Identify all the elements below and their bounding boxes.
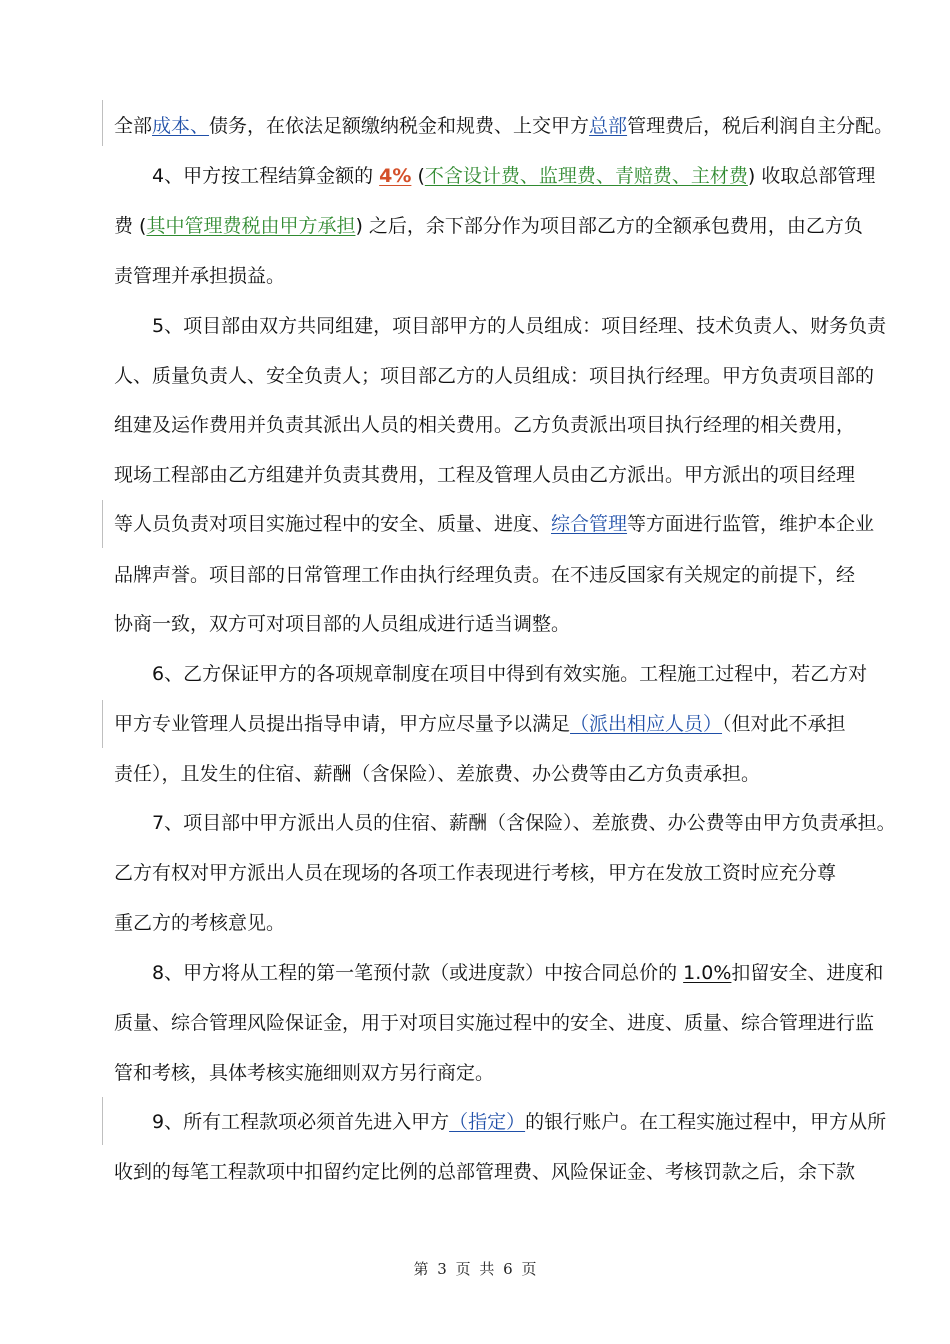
paragraph-line	[152, 164, 876, 190]
text: ) 之后，余下部分作为项目部乙方的全额承包费用，由乙方负	[355, 215, 863, 237]
paragraph-line: 人、质量负责人、安全负责人；项目部乙方的人员组成：项目执行经理。甲方负责项目部的	[114, 365, 875, 387]
text: 等方面进行监管，维护本企业	[627, 513, 875, 535]
paragraph-line	[152, 1110, 887, 1136]
paragraph-line	[114, 214, 863, 240]
page-number-footer: 第 3 页 共 6 页	[413, 1260, 537, 1278]
revision-mark	[102, 100, 103, 146]
paragraph-line	[114, 114, 894, 140]
paragraph-line: 组建及运作费用并负责其派出人员的相关费用。乙方负责派出项目执行经理的相关费用，	[114, 414, 856, 436]
text: 8、甲方将从工程的第一笔预付款（或进度款）中按合同总价的	[152, 962, 684, 984]
text: 甲方专业管理人员提出指导申请，甲方应尽量予以满足	[114, 713, 571, 735]
link-comprehensive-management[interactable]: 综合管理	[551, 513, 628, 535]
paragraph-line: 7、项目部中甲方派出人员的住宿、薪酬（含保险）、差旅费、办公费等由甲方负责承担。	[152, 812, 896, 834]
text: 的银行账户。在工程实施过程中，甲方从所	[525, 1111, 887, 1133]
paragraph-line: 6、乙方保证甲方的各项规章制度在项目中得到有效实施。工程施工过程中，若乙方对	[152, 663, 868, 685]
revision-mark	[102, 500, 103, 548]
paragraph-line: 乙方有权对甲方派出人员在现场的各项工作表现进行考核，甲方在发放工资时应充分尊	[114, 862, 837, 884]
paragraph-line: 责任），且发生的住宿、薪酬（含保险）、差旅费、办公费等由乙方负责承担。	[114, 763, 761, 785]
paragraph-line: 协商一致，双方可对项目部的人员组成进行适当调整。	[114, 613, 571, 635]
inserted-text: 其中管理费税由甲方承担	[146, 215, 356, 237]
link-headquarters[interactable]: 总部	[589, 115, 628, 137]
link-dispatch-personnel[interactable]: （派出相应人员）	[570, 713, 723, 735]
text: ) 收取总部管理	[747, 165, 876, 187]
revision-mark	[102, 700, 103, 748]
paragraph-line: 重乙方的考核意见。	[114, 912, 286, 934]
paragraph-line: 品牌声誉。项目部的日常管理工作由执行经理负责。在不违反国家有关规定的前提下，经	[114, 564, 856, 586]
inserted-text: 不含设计费、监理费、青赔费、主材费	[424, 165, 748, 187]
paragraph-line: 收到的每笔工程款项中扣留约定比例的总部管理费、风险保证金、考核罚款之后，余下款	[114, 1161, 856, 1183]
text: 债务，在依法足额缴纳税金和规费、上交甲方	[209, 115, 590, 137]
text: (	[411, 165, 425, 187]
text: 管理费后，税后利润自主分配。	[627, 115, 894, 137]
revision-mark	[102, 1097, 103, 1145]
fee-percentage: 4%	[379, 165, 412, 187]
text: 4、甲方按工程结算金额的	[152, 165, 380, 187]
paragraph-line: 质量、综合管理风险保证金，用于对项目实施过程中的安全、进度、质量、综合管理进行监	[114, 1012, 875, 1034]
link-cost[interactable]: 成本、	[152, 115, 210, 137]
text: 9、所有工程款项必须首先进入甲方	[152, 1111, 450, 1133]
text: 全部	[114, 115, 153, 137]
paragraph-line: 管和考核，具体考核实施细则双方另行商定。	[114, 1062, 495, 1084]
guarantee-percentage: 1.0%	[683, 962, 732, 984]
text: 等人员负责对项目实施过程中的安全、质量、进度、	[114, 513, 552, 535]
text: 扣留安全、进度和	[731, 962, 884, 984]
paragraph-line	[114, 512, 875, 538]
link-designated[interactable]: （指定）	[449, 1111, 526, 1133]
text: 费 (	[114, 215, 147, 237]
paragraph-line: 责管理并承担损益。	[114, 265, 286, 287]
text: （但对此不承担	[722, 713, 846, 735]
paragraph-line	[114, 712, 854, 738]
paragraph-line	[152, 961, 884, 987]
paragraph-line: 现场工程部由乙方组建并负责其费用，工程及管理人员由乙方派出。甲方派出的项目经理	[114, 464, 856, 486]
paragraph-line: 5、项目部由双方共同组建，项目部甲方的人员组成：项目经理、技术负责人、财务负责	[152, 315, 887, 337]
